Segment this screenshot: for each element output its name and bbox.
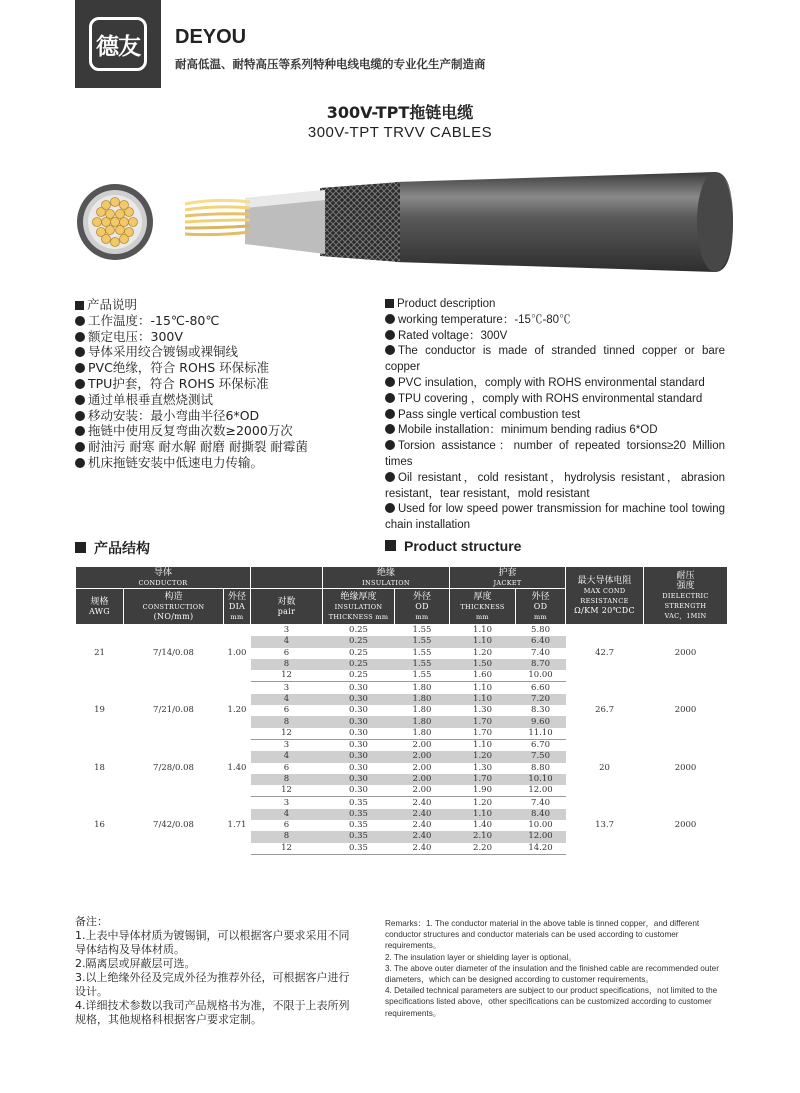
- list-item: Rated voltage：300V: [398, 329, 508, 342]
- structure-heading-cn: [75, 538, 150, 558]
- header-blank: [251, 567, 323, 589]
- table-cell: 20: [599, 762, 610, 773]
- table-cell: 0.35: [323, 843, 395, 855]
- table-cell: 7/28/0.08: [153, 762, 194, 773]
- table-cell: 7/42/0.08: [153, 820, 194, 831]
- table-cell: 0.30: [349, 740, 368, 751]
- table-cell: 6.70: [531, 740, 550, 751]
- table-cell: 1.40: [473, 820, 492, 831]
- table-cell: 1.70: [450, 716, 516, 727]
- product-title-en: 300V-TPT TRVV CABLES: [307, 124, 493, 141]
- list-item: 移动安装：最小弯曲半径6*OD: [88, 407, 260, 423]
- notes-en: [385, 918, 730, 1019]
- list-item: 通过单根垂直燃烧测试: [88, 391, 214, 407]
- table-cell: 13.7: [595, 820, 614, 831]
- header-insulation-thickness: [323, 589, 395, 625]
- table-cell: 3: [283, 740, 290, 751]
- table-cell: 1.55: [395, 636, 450, 647]
- table-cell: 10.10: [516, 774, 566, 785]
- list-item: Torsion assistance：number of repeated torsions≥20 Million times: [385, 440, 725, 468]
- table-cell: 8: [251, 716, 323, 727]
- table-cell: 0.30: [323, 785, 395, 797]
- header-construction: [124, 589, 224, 625]
- table-cell: 1.80: [412, 682, 432, 693]
- table-cell: 0.35: [323, 831, 395, 842]
- table-cell: 0.25: [323, 636, 395, 647]
- bullet-icon: [385, 393, 395, 403]
- header-text: 耐压: [676, 570, 695, 581]
- bullet-icon: [385, 345, 395, 355]
- table-cell: 1.20: [450, 751, 516, 762]
- table-row: [76, 739, 728, 751]
- table-cell: 1.55: [395, 659, 450, 670]
- bullet-icon: [385, 440, 395, 450]
- header-text: 构造: [164, 591, 183, 602]
- header-sub: DIELECTRIC: [662, 591, 709, 600]
- header-sub: THICKNESS mm: [328, 612, 389, 621]
- list-item: TPU covering ，comply with ROHS environmental standard: [398, 392, 703, 405]
- table-cell: 2.00: [412, 740, 432, 751]
- table-cell: 3: [283, 625, 290, 636]
- square-bullet-icon: [75, 301, 84, 310]
- table-cell: 0.35: [323, 809, 395, 820]
- table-cell: 4: [251, 636, 323, 647]
- bullet-icon: [385, 472, 395, 482]
- table-cell: 16: [94, 820, 105, 831]
- table-cell: 26.7: [595, 705, 614, 716]
- square-bullet-icon: [385, 540, 396, 551]
- bullet-icon: [75, 458, 85, 468]
- list-item: 额定电压：300V: [88, 328, 183, 344]
- table-cell: 4: [251, 809, 323, 820]
- table-cell: 6.60: [531, 682, 550, 693]
- header-text: 外径: [227, 591, 246, 602]
- product-title-cn: 300V-TPT拖链电缆: [326, 103, 474, 122]
- list-item: working temperature：-15℃-80℃: [398, 313, 571, 326]
- table-cell: 12.00: [516, 785, 566, 797]
- description-en: [385, 297, 725, 534]
- table-cell: 8: [251, 659, 323, 670]
- table-row: [76, 797, 728, 809]
- table-cell: 1.10: [450, 694, 516, 705]
- header-conductor: [76, 567, 251, 589]
- header-jacket: [450, 567, 566, 589]
- table-cell: 1.20: [473, 647, 492, 658]
- header-sub: INSULATION: [334, 602, 383, 611]
- table-cell: 8.70: [516, 659, 566, 670]
- header-dia: [224, 589, 251, 625]
- list-item: Used for low speed power transmission for machine tool towing chain installation: [385, 503, 725, 532]
- table-cell: 2.40: [412, 820, 432, 831]
- list-item: Mobile installation：minimum bending radius 6*OD: [398, 424, 658, 437]
- header-max-resistance: [566, 567, 644, 625]
- table-cell: 0.30: [323, 728, 395, 740]
- header-pair: [251, 589, 323, 625]
- table-cell: 2.40: [395, 831, 450, 842]
- bullet-icon: [75, 363, 85, 373]
- list-item: 机床拖链安装中低速电力传输。: [88, 454, 264, 470]
- table-cell: 0.25: [349, 625, 368, 636]
- table-cell: 8.30: [531, 705, 550, 716]
- header-text: 绝缘: [377, 567, 396, 578]
- table-cell: 1.80: [412, 705, 432, 716]
- table-cell: 12: [251, 670, 323, 682]
- bullet-icon: [75, 426, 85, 436]
- header-text: 厚度: [473, 591, 492, 602]
- table-cell: 10.00: [528, 820, 553, 831]
- note-item: 4. Detailed technical parameters are subject to our product specifications，not limited to the specifications listed above，other specifications can be customized according to customer requirements。: [385, 986, 718, 1018]
- note-item: 3.以上绝缘外径及完成外径为推荐外径，可根据客户进行设计。: [75, 971, 350, 998]
- table-cell: 1.30: [473, 762, 492, 773]
- bullet-icon: [385, 409, 395, 419]
- header-sub: OD: [415, 601, 429, 611]
- header-jacket-od: [516, 589, 566, 625]
- table-cell: 12.00: [516, 831, 566, 842]
- table-row: [76, 625, 728, 637]
- table-cell: 3: [283, 797, 290, 808]
- table-cell: 7.50: [516, 751, 566, 762]
- table-cell: 1.10: [473, 740, 492, 751]
- table-cell: 2000: [674, 762, 697, 773]
- list-item: PVC绝缘，符合 ROHS 环保标准: [88, 360, 270, 376]
- table-cell: 12: [251, 843, 323, 855]
- table-cell: 0.30: [349, 705, 368, 716]
- bullet-icon: [385, 330, 395, 340]
- table-cell: 0.30: [349, 762, 368, 773]
- header-text: 外径: [413, 591, 432, 602]
- header-sub: mm: [415, 612, 429, 621]
- header-sub: OD: [533, 601, 548, 611]
- header-text: 外径: [531, 591, 550, 602]
- table-cell: 0.30: [323, 716, 395, 727]
- bullet-icon: [75, 347, 85, 357]
- header-sub: mm: [476, 612, 489, 621]
- header-sub: DIA: [228, 601, 246, 611]
- header-sub: VAC，1MIN: [664, 611, 707, 620]
- table-cell: 1.10: [450, 636, 516, 647]
- bullet-icon: [75, 379, 85, 389]
- table-cell: 2.00: [412, 762, 432, 773]
- table-cell: 1.60: [450, 670, 516, 682]
- list-item: 工作温度：-15℃-80℃: [88, 312, 220, 328]
- table-cell: 1.10: [473, 682, 492, 693]
- table-cell: 0.35: [349, 797, 368, 808]
- header-text: 最大导体电阻: [577, 575, 632, 586]
- bullet-icon: [385, 314, 395, 324]
- structure-heading-cn-text: 产品结构: [94, 541, 150, 557]
- table-cell: 2000: [674, 820, 697, 831]
- table-cell: 2.00: [395, 751, 450, 762]
- table-cell: 5.80: [531, 625, 550, 636]
- table-cell: 1.55: [412, 647, 432, 658]
- notes-cn-heading: 备注：: [75, 915, 108, 928]
- header-sub: (NO/mm): [153, 611, 194, 621]
- table-cell: 1.50: [450, 659, 516, 670]
- logo-text: 德友: [89, 17, 147, 71]
- header-text: 绝缘厚度: [340, 591, 377, 602]
- table-cell: 8: [251, 831, 323, 842]
- table-cell: 4: [251, 694, 323, 705]
- bullet-icon: [385, 377, 395, 387]
- table-cell: 2.40: [395, 843, 450, 855]
- table-cell: 2.10: [450, 831, 516, 842]
- bullet-icon: [75, 442, 85, 452]
- spec-table: [75, 566, 728, 855]
- logo: [75, 0, 161, 88]
- table-cell: 2.40: [395, 809, 450, 820]
- header-sub: AWG: [89, 606, 110, 616]
- table-cell: 7.40: [531, 797, 550, 808]
- header-sub: JACKET: [493, 578, 522, 587]
- list-item: Pass single vertical combustion test: [398, 408, 581, 421]
- table-cell: 18: [94, 762, 105, 773]
- table-cell: 1.90: [450, 785, 516, 797]
- table-cell: 0.30: [323, 751, 395, 762]
- table-cell: 0.30: [323, 694, 395, 705]
- description-cn: [75, 297, 375, 471]
- table-cell: 42.7: [595, 647, 614, 658]
- table-cell: 14.20: [516, 843, 566, 855]
- table-cell: 1.71: [227, 820, 247, 831]
- header-sub: Ω/KM 20℃DC: [574, 605, 635, 615]
- table-cell: 6: [283, 647, 290, 658]
- table-cell: 3: [283, 682, 290, 693]
- table-cell: 19: [94, 705, 105, 716]
- list-item: PVC insulation，comply with ROHS environmental standard: [398, 376, 705, 389]
- header-sub: mm: [534, 612, 547, 621]
- list-item: 导体采用绞合镀锡或裸铜线: [88, 344, 239, 360]
- table-cell: 2.20: [450, 843, 516, 855]
- structure-heading-en: [385, 538, 521, 554]
- table-cell: 1.80: [395, 694, 450, 705]
- table-cell: 6: [283, 762, 290, 773]
- list-item: 拖链中使用反复弯曲次数≥2000万次: [88, 423, 293, 439]
- header-sub: mm: [230, 612, 244, 621]
- note-item: 1.上表中导体材质为镀锡铜，可以根据客户要求采用不同导体结构及导体材质。: [75, 929, 350, 956]
- bullet-icon: [385, 503, 395, 513]
- table-cell: 0.30: [349, 682, 368, 693]
- note-item: 2. The insulation layer or shielding layer is optional。: [385, 952, 577, 962]
- note-item: 3. The above outer diameter of the insulation and the finished cable are recommended outer diameters，which can be designed according to customer requirements。: [385, 963, 719, 985]
- table-cell: 6.40: [516, 636, 566, 647]
- table-cell: 7.20: [516, 694, 566, 705]
- table-cell: 9.60: [516, 716, 566, 727]
- header-dielectric-strength: [644, 567, 728, 625]
- bullet-icon: [385, 424, 395, 434]
- table-cell: 1.20: [227, 705, 247, 716]
- note-item: 4.详细技术参数以我司产品规格书为准，不限于上表所列规格，其他规格科根据客户要求定制。: [75, 999, 350, 1026]
- table-cell: 21: [94, 647, 105, 658]
- note-item: Remarks：1. The conductor material in the above table is tinned copper，and different conductor structures and conductor materials can be used according to customer requirements。: [385, 919, 700, 951]
- structure-heading-en-text: Product structure: [404, 538, 522, 554]
- header-sub: CONDUCTOR: [138, 578, 188, 587]
- header-jacket-thickness: [450, 589, 516, 625]
- table-cell: 2.00: [395, 774, 450, 785]
- page-header: [75, 0, 730, 88]
- header-sub: THICKNESS: [460, 602, 505, 611]
- table-cell: 0.30: [323, 774, 395, 785]
- table-cell: 0.25: [349, 647, 368, 658]
- table-cell: 0.25: [323, 670, 395, 682]
- table-cell: 1.70: [450, 728, 516, 740]
- table-cell: 2000: [674, 647, 697, 658]
- brand-name: DEYOU: [175, 26, 247, 48]
- bullet-icon: [75, 316, 85, 326]
- description-cn-heading: 产品说明: [87, 297, 138, 312]
- list-item: TPU护套，符合 ROHS 环保标准: [88, 375, 269, 391]
- table-cell: 1.80: [395, 716, 450, 727]
- header-sub: RESISTANCE: [580, 596, 629, 605]
- table-cell: 12: [251, 728, 323, 740]
- header-text: 规格: [90, 596, 109, 607]
- brand-tagline: 耐高低温、耐特高压等系列特种电线电缆的专业化生产制造商: [175, 57, 486, 71]
- table-cell: 8.40: [516, 809, 566, 820]
- header-sub: MAX COND: [583, 586, 626, 595]
- table-row: [76, 682, 728, 694]
- header-insulation: [323, 567, 450, 589]
- header-awg: [76, 589, 124, 625]
- table-cell: 7/21/0.08: [153, 705, 194, 716]
- table-cell: 1.00: [227, 647, 247, 658]
- table-cell: 1.55: [395, 670, 450, 682]
- table-cell: 1.55: [412, 625, 432, 636]
- table-cell: 8.80: [531, 762, 550, 773]
- table-cell: 6: [283, 705, 290, 716]
- table-cell: 4: [251, 751, 323, 762]
- table-cell: 1.40: [227, 762, 247, 773]
- header-sub: STRENGTH: [664, 601, 707, 610]
- table-cell: 1.80: [395, 728, 450, 740]
- square-bullet-icon: [385, 299, 394, 308]
- header-text: 护套: [498, 567, 517, 578]
- table-cell: 0.35: [349, 820, 368, 831]
- header-sub: CONSTRUCTION: [142, 602, 205, 611]
- table-cell: 2.40: [412, 797, 432, 808]
- spec-table-body: [76, 625, 728, 855]
- table-cell: 11.10: [516, 728, 566, 740]
- table-cell: 7.40: [531, 647, 550, 658]
- table-cell: 0.25: [323, 659, 395, 670]
- table-cell: 1.20: [473, 797, 492, 808]
- note-item: 2.隔离层或屏蔽层可选。: [75, 957, 196, 970]
- table-cell: 1.30: [473, 705, 492, 716]
- table-cell: 6: [283, 820, 290, 831]
- list-item: The conductor is made of stranded tinned copper or bare copper: [385, 345, 725, 374]
- bullet-icon: [75, 395, 85, 405]
- table-cell: 8: [251, 774, 323, 785]
- header-text: 导体: [153, 567, 172, 578]
- header-sub: pair: [277, 606, 296, 616]
- list-item: 耐油污 耐寒 耐水解 耐磨 耐撕裂 耐霉菌: [88, 439, 308, 455]
- table-cell: 1.10: [450, 809, 516, 820]
- bullet-icon: [75, 332, 85, 342]
- table-cell: 2000: [674, 705, 697, 716]
- bullet-icon: [75, 411, 85, 421]
- list-item: Oil resistant，cold resistant，hydrolysis resistant，abrasion resistant，tear resistant，mold resistant: [385, 471, 725, 500]
- table-cell: 10.00: [516, 670, 566, 682]
- description-en-heading: Product description: [397, 298, 496, 310]
- table-cell: 7/14/0.08: [153, 647, 194, 658]
- table-cell: 1.10: [473, 625, 492, 636]
- table-cell: 2.00: [395, 785, 450, 797]
- cable-illustration: [75, 170, 735, 280]
- header-text: 强度: [676, 580, 695, 591]
- table-cell: 1.70: [450, 774, 516, 785]
- header-text: 对数: [277, 596, 296, 607]
- square-bullet-icon: [75, 542, 86, 553]
- table-cell: 12: [251, 785, 323, 797]
- notes-cn: [75, 915, 355, 1027]
- header-insulation-od: [395, 589, 450, 625]
- header-sub: INSULATION: [362, 578, 410, 587]
